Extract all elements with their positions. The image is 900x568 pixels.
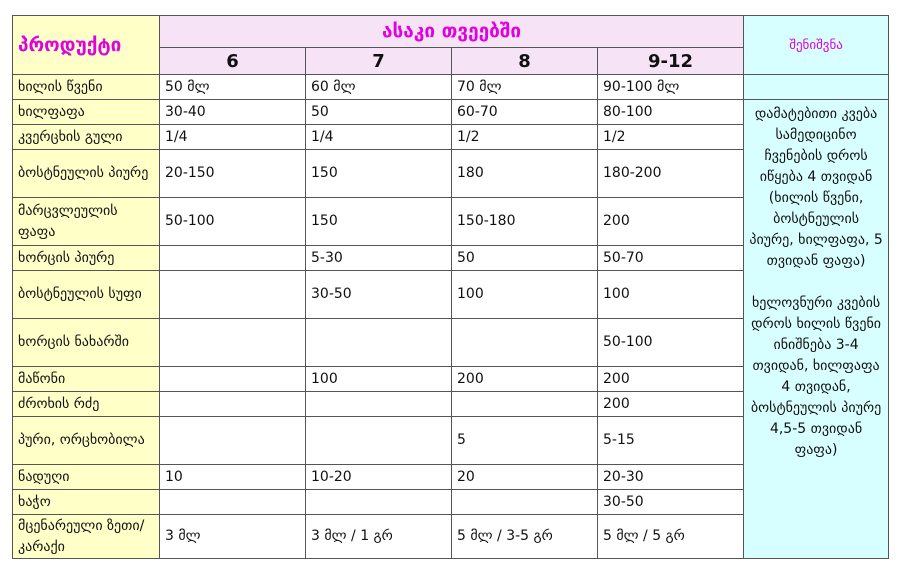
value-cell: 150 bbox=[306, 150, 452, 198]
value-cell bbox=[160, 246, 306, 271]
value-cell: 30-50 bbox=[306, 271, 452, 319]
product-name-cell: ნადუღი bbox=[13, 465, 160, 490]
value-cell: 5 მლ / 5 გრ bbox=[598, 515, 744, 559]
value-cell: 3 მლ / 1 გრ bbox=[306, 515, 452, 559]
product-name-cell: მაწონი bbox=[13, 367, 160, 392]
product-name-cell: ძროხის რძე bbox=[13, 392, 160, 417]
product-name-cell: ხორცის პიურე bbox=[13, 246, 160, 271]
value-cell: 80-100 bbox=[598, 100, 744, 125]
value-cell: 100 bbox=[306, 367, 452, 392]
value-cell: 5 bbox=[452, 417, 598, 465]
value-cell: 200 bbox=[598, 198, 744, 246]
value-cell: 50-100 bbox=[598, 319, 744, 367]
value-cell: 200 bbox=[598, 367, 744, 392]
product-name-cell: ბოსტნეულის პიურე bbox=[13, 150, 160, 198]
value-cell: 1/2 bbox=[598, 125, 744, 150]
value-cell: 1/4 bbox=[306, 125, 452, 150]
value-cell: 90-100 მლ bbox=[598, 75, 744, 100]
product-name-cell: ხაჭო bbox=[13, 490, 160, 515]
value-cell: 1/2 bbox=[452, 125, 598, 150]
value-cell bbox=[452, 392, 598, 417]
note-cell: დამატებითი კვება სამედიცინო ჩვენების დროს იწყება 4 თვიდან (ხილის წვენი, ბოსტნეულის პიურე, ხილფაფა, 5 თვიდან ფაფა) ხელოვნური კვების დროს ხილის წვენი ინიშნება 3-4 თვიდან, ხილფაფა 4 თვიდან, ბოსტნეულის პიურე 4,5-5 თვიდან ფაფა) bbox=[744, 100, 889, 559]
table-row bbox=[13, 75, 889, 100]
product-name-cell: ხილფაფა bbox=[13, 100, 160, 125]
value-cell: 5 მლ / 3-5 გრ bbox=[452, 515, 598, 559]
age-header-3: 9-12 bbox=[598, 48, 744, 75]
age-header-0: 6 bbox=[160, 48, 306, 75]
value-cell bbox=[306, 319, 452, 367]
value-cell: 180-200 bbox=[598, 150, 744, 198]
value-cell: 150 bbox=[306, 198, 452, 246]
product-column-header: პროდუქტი bbox=[13, 16, 160, 75]
value-cell bbox=[306, 490, 452, 515]
value-cell: 50 მლ bbox=[160, 75, 306, 100]
value-cell: 50 bbox=[452, 246, 598, 271]
value-cell bbox=[160, 417, 306, 465]
value-cell bbox=[160, 367, 306, 392]
value-cell: 100 bbox=[598, 271, 744, 319]
value-cell: 30-40 bbox=[160, 100, 306, 125]
value-cell: 70 მლ bbox=[452, 75, 598, 100]
value-cell bbox=[160, 392, 306, 417]
table-row bbox=[13, 100, 889, 125]
feeding-table bbox=[12, 15, 889, 559]
age-header-2: 8 bbox=[452, 48, 598, 75]
value-cell bbox=[160, 271, 306, 319]
value-cell: 20 bbox=[452, 465, 598, 490]
value-cell: 3 მლ bbox=[160, 515, 306, 559]
value-cell: 60 მლ bbox=[306, 75, 452, 100]
product-name-cell: ბოსტნეულის სუფი bbox=[13, 271, 160, 319]
value-cell bbox=[306, 392, 452, 417]
value-cell: 1/4 bbox=[160, 125, 306, 150]
product-name-cell: კვერცხის გული bbox=[13, 125, 160, 150]
value-cell: 20-150 bbox=[160, 150, 306, 198]
age-months-header: ასაკი თვეებში bbox=[160, 16, 744, 48]
value-cell: 180 bbox=[452, 150, 598, 198]
value-cell bbox=[160, 319, 306, 367]
value-cell bbox=[160, 490, 306, 515]
product-name-cell: ხორცის ნახარში bbox=[13, 319, 160, 367]
value-cell: 100 bbox=[452, 271, 598, 319]
value-cell: 60-70 bbox=[452, 100, 598, 125]
value-cell: 200 bbox=[452, 367, 598, 392]
value-cell: 200 bbox=[598, 392, 744, 417]
value-cell bbox=[306, 417, 452, 465]
note-column-header: შენიშვნა bbox=[744, 16, 889, 75]
product-name-cell: მარცვლეულის ფაფა bbox=[13, 198, 160, 246]
value-cell: 10-20 bbox=[306, 465, 452, 490]
age-header-1: 7 bbox=[306, 48, 452, 75]
product-name-cell: მცენარეული ზეთი/კარაქი bbox=[13, 515, 160, 559]
value-cell bbox=[452, 490, 598, 515]
value-cell: 30-50 bbox=[598, 490, 744, 515]
value-cell: 20-30 bbox=[598, 465, 744, 490]
note-top-cell bbox=[744, 75, 889, 100]
value-cell: 10 bbox=[160, 465, 306, 490]
value-cell: 50 bbox=[306, 100, 452, 125]
value-cell: 5-30 bbox=[306, 246, 452, 271]
product-name-cell: ხილის წვენი bbox=[13, 75, 160, 100]
value-cell: 50-100 bbox=[160, 198, 306, 246]
product-name-cell: პური, ორცხობილა bbox=[13, 417, 160, 465]
value-cell: 150-180 bbox=[452, 198, 598, 246]
value-cell bbox=[452, 319, 598, 367]
value-cell: 5-15 bbox=[598, 417, 744, 465]
value-cell: 50-70 bbox=[598, 246, 744, 271]
